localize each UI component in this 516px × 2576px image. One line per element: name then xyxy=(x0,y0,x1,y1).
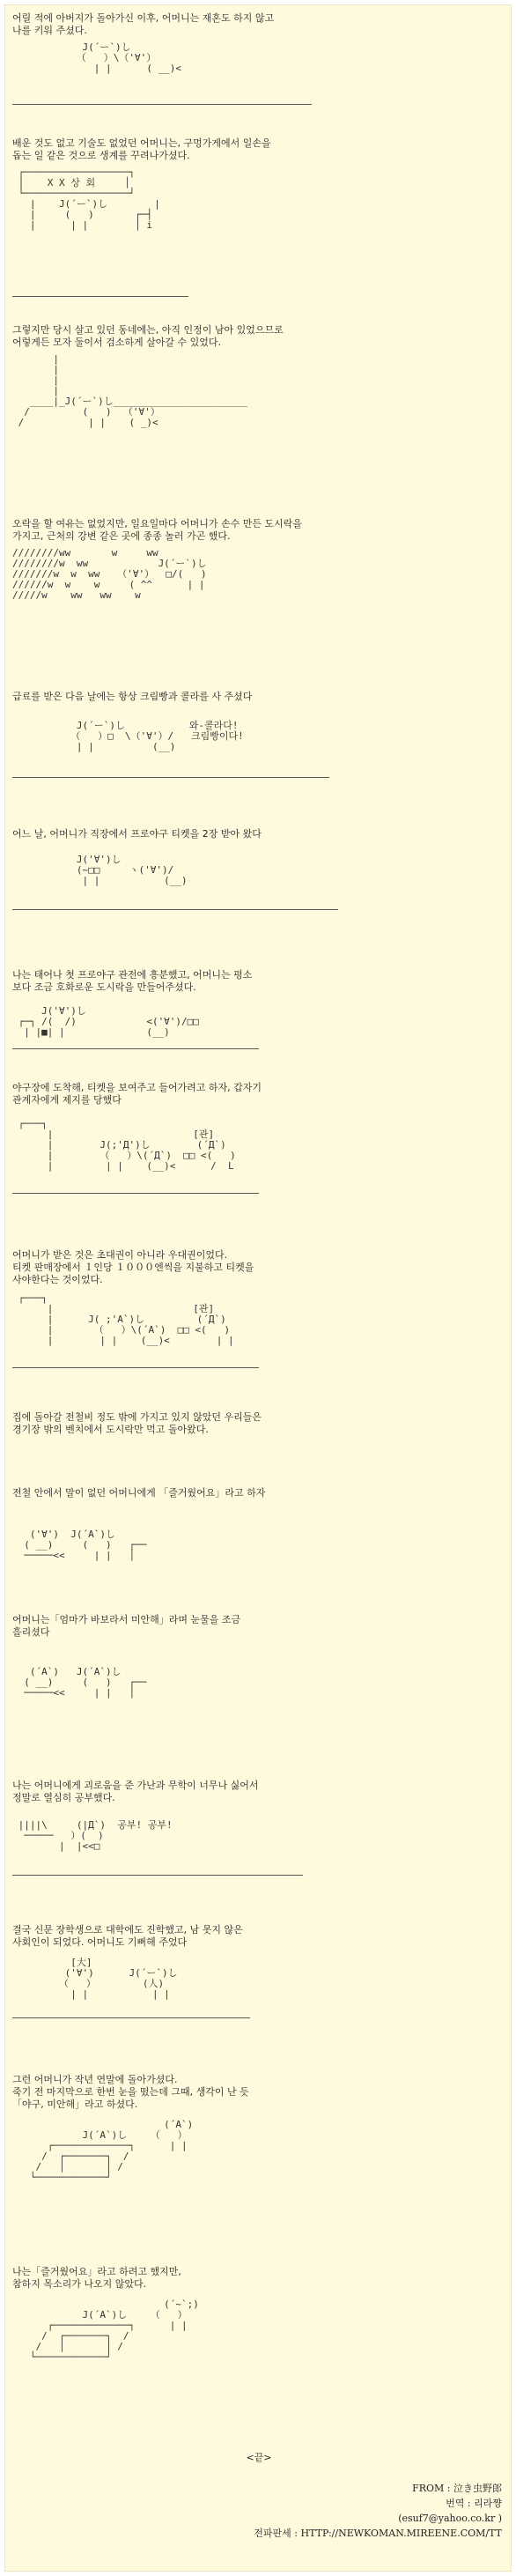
panel-8-divider xyxy=(12,1193,259,1194)
panel-12-ascii-art: (´A`) J(´A`)し ( __) ( ) ┌── ─────<< | | │ xyxy=(24,1666,147,1699)
credits-block xyxy=(254,2481,502,2541)
panel-7-ascii-art: J('∀')し ┌─┐ /( /) <('∀')/□□ | |■| | (__) xyxy=(18,1005,199,1038)
panel-13-ascii-art: ||||\ (|Д`) 공부! 공부! ───── ）( ) | |<<□ xyxy=(18,1819,173,1852)
panel-14-ascii-art: [大] ('∀') J(´ー`)し （ ） (人) | | | | xyxy=(58,1957,178,2000)
panel-9-ascii-art: ┌───┐ | [관] | J( ;'A`)し (´Д`) | （ ）\(´A`) □□ <( ) | | | (__)< | | xyxy=(18,1292,234,1346)
panel-9-divider xyxy=(12,1367,259,1368)
end-mark: <끝> xyxy=(246,2452,272,2463)
panel-1-ascii-art: J(´ー`)し （ ）\（'∀'） | | ( __)< xyxy=(76,41,182,74)
panel-15-ascii-art: (´A`) J(´A`)し （ ） ┌─────────────┐ | | / ┌───────┐ / / │ │ / └────────────┘ xyxy=(29,2119,194,2183)
panel-4-ascii-art: ////////ww w ww ////////w ww J(´ー`)し ///////w w ww （'∀'） □/( ) //////w w w ( ^^ | | /////w ww ww w xyxy=(12,547,207,601)
panel-16-ascii-art: (´~`;) J(´A`)し （ ） ┌─────────────┐ | | / ┌───────┐ / / │ │ / └────────────┘ xyxy=(29,2298,199,2363)
credit-translator: 번역 : 리라쨩 xyxy=(446,2498,502,2509)
panel-9 xyxy=(12,1249,505,1346)
comic-page xyxy=(4,4,512,2572)
panel-15-caption: 그런 어머니가 작년 연말에 돌아가셨다. 죽기 전 마지막으로 한번 눈을 떴는데 그때, 생각이 난 듯 「야구, 미안해」라고 하셨다. xyxy=(12,2074,249,2110)
credit-from: FROM : 泣き虫野郎 xyxy=(412,2483,502,2494)
panel-2-divider xyxy=(12,296,188,297)
panel-16 xyxy=(12,2266,505,2363)
panel-1 xyxy=(12,12,505,74)
panel-12 xyxy=(12,1614,505,1699)
panel-12-caption: 어머니는「엄마가 바보라서 미안해」라며 눈물을 조금 흘리셨다 xyxy=(12,1614,241,1638)
panel-7 xyxy=(12,969,505,1038)
panel-3-caption: 그렇지만 당시 살고 있던 동네에는, 아직 인정이 남아 있었으므로 어렇게든 모자 둘이서 검소하게 살아갈 수 있었다. xyxy=(12,324,284,348)
panel-7-caption: 나는 태어나 첫 프로야구 관전에 흥분했고, 어머니는 평소 보다 조금 호화로운 도시락을 만들어주셨다. xyxy=(12,969,253,993)
panel-14-caption: 결국 신문 장학생으로 대학에도 진학했고, 남 못지 않은 사회인이 되었다. 어머니도 기뻐해 주었다 xyxy=(12,1924,243,1948)
panel-8-ascii-art: ┌───┐ | [관] | J(;'Д')し (´Д`) | （ ）\(´Д`) □□ <( ) | | | (__)< / L xyxy=(18,1118,236,1172)
panel-1-divider xyxy=(12,104,312,105)
panel-10 xyxy=(12,1411,505,1436)
panel-15 xyxy=(12,2074,505,2183)
panel-2-ascii-art: ┌──────────────────┐ │ X X 상 회 │ └──────────────────┘ | J(´ー`)し | | ( ) ┌─┤ | | | │ i xyxy=(18,167,160,231)
panel-11 xyxy=(12,1487,505,1561)
panel-6 xyxy=(12,828,505,886)
panel-3-ascii-art: | | | | ____|_J(´ー`)し_______________________ / ( ) （'∀'） / | | ( _)< xyxy=(18,353,248,428)
panel-13 xyxy=(12,1780,505,1852)
panel-5-ascii-art: J(´ー`)し 와-콜라다! （ ）□ \（'∀'）/ 크림빵이다! | | (__) xyxy=(70,720,244,752)
panel-11-caption: 전철 안에서 말이 없던 어머니에게 「즐거웠어요」라고 하자 xyxy=(12,1487,266,1499)
panel-14-divider xyxy=(12,2017,250,2018)
panel-9-caption: 어머니가 받은 것은 초대권이 아니라 우대권이었다. 티켓 판매장에서 １인당 １０００엔씩을 지불하고 티켓을 사야한다는 것이었다. xyxy=(12,1249,254,1285)
panel-2-caption: 배운 것도 없고 기술도 없었던 어머니는, 구멍가게에서 일손을 돕는 일 같은 것으로 생계를 꾸려나가셨다. xyxy=(12,137,271,161)
panel-11-ascii-art: ('∀') J(´A`)し ( __) ( ) ┌── ─────<< | | │ xyxy=(24,1529,147,1561)
panel-8 xyxy=(12,1082,505,1172)
panel-14 xyxy=(12,1924,505,2000)
panel-8-caption: 야구장에 도착해, 티켓을 보여주고 들어가려고 하자, 갑자기 관계자에게 제지를 당했다 xyxy=(12,1082,262,1106)
credit-repost: 전파판세 : HTTP://NEWKOMAN.MIREENE.COM/TT xyxy=(254,2528,502,2539)
panel-10-caption: 집에 돌아갈 전철비 정도 밖에 가지고 있지 않았던 우리들은 경기장 밖의 벤치에서 도시락만 먹고 돌아왔다. xyxy=(12,1411,262,1435)
panel-2 xyxy=(12,137,505,231)
panel-6-divider xyxy=(12,909,338,910)
panel-13-divider xyxy=(12,1875,303,1876)
panel-6-ascii-art: J('∀')し (~□□ ヽ('∀')/ | | (__) xyxy=(76,854,188,886)
panel-7-divider xyxy=(12,1048,259,1049)
panel-5-caption: 급료를 받은 다음 날에는 항상 크림빵과 콜라를 사 주셨다 xyxy=(12,691,253,702)
panel-4 xyxy=(12,518,505,601)
panel-6-caption: 어느 날, 어머니가 직장에서 프로야구 티켓을 2장 받아 왔다 xyxy=(12,828,262,840)
panel-4-caption: 오락을 할 여유는 없었지만, 일요일마다 어머니가 손수 만든 도시락을 가지고, 근처의 강변 같은 곳에 종종 놀러 가곤 했다. xyxy=(12,518,302,542)
panel-5-divider xyxy=(12,777,329,778)
panel-1-caption: 어릴 적에 아버지가 돌아가신 이후, 어머니는 재혼도 하지 않고 나를 키워 주셨다. xyxy=(12,12,275,36)
panel-13-caption: 나는 어머니에게 괴로움을 준 가난과 무학이 너무나 싫어서 정말로 열심히 공부했다. xyxy=(12,1780,259,1803)
panel-5 xyxy=(12,691,505,752)
panel-3 xyxy=(12,324,505,428)
panel-16-caption: 나는「즐거웠어요」라고 하려고 했지만, 참하지 목소리가 나오지 않았다. xyxy=(12,2266,181,2290)
credit-email: (esuf7@yahoo.co.kr ) xyxy=(398,2513,502,2524)
